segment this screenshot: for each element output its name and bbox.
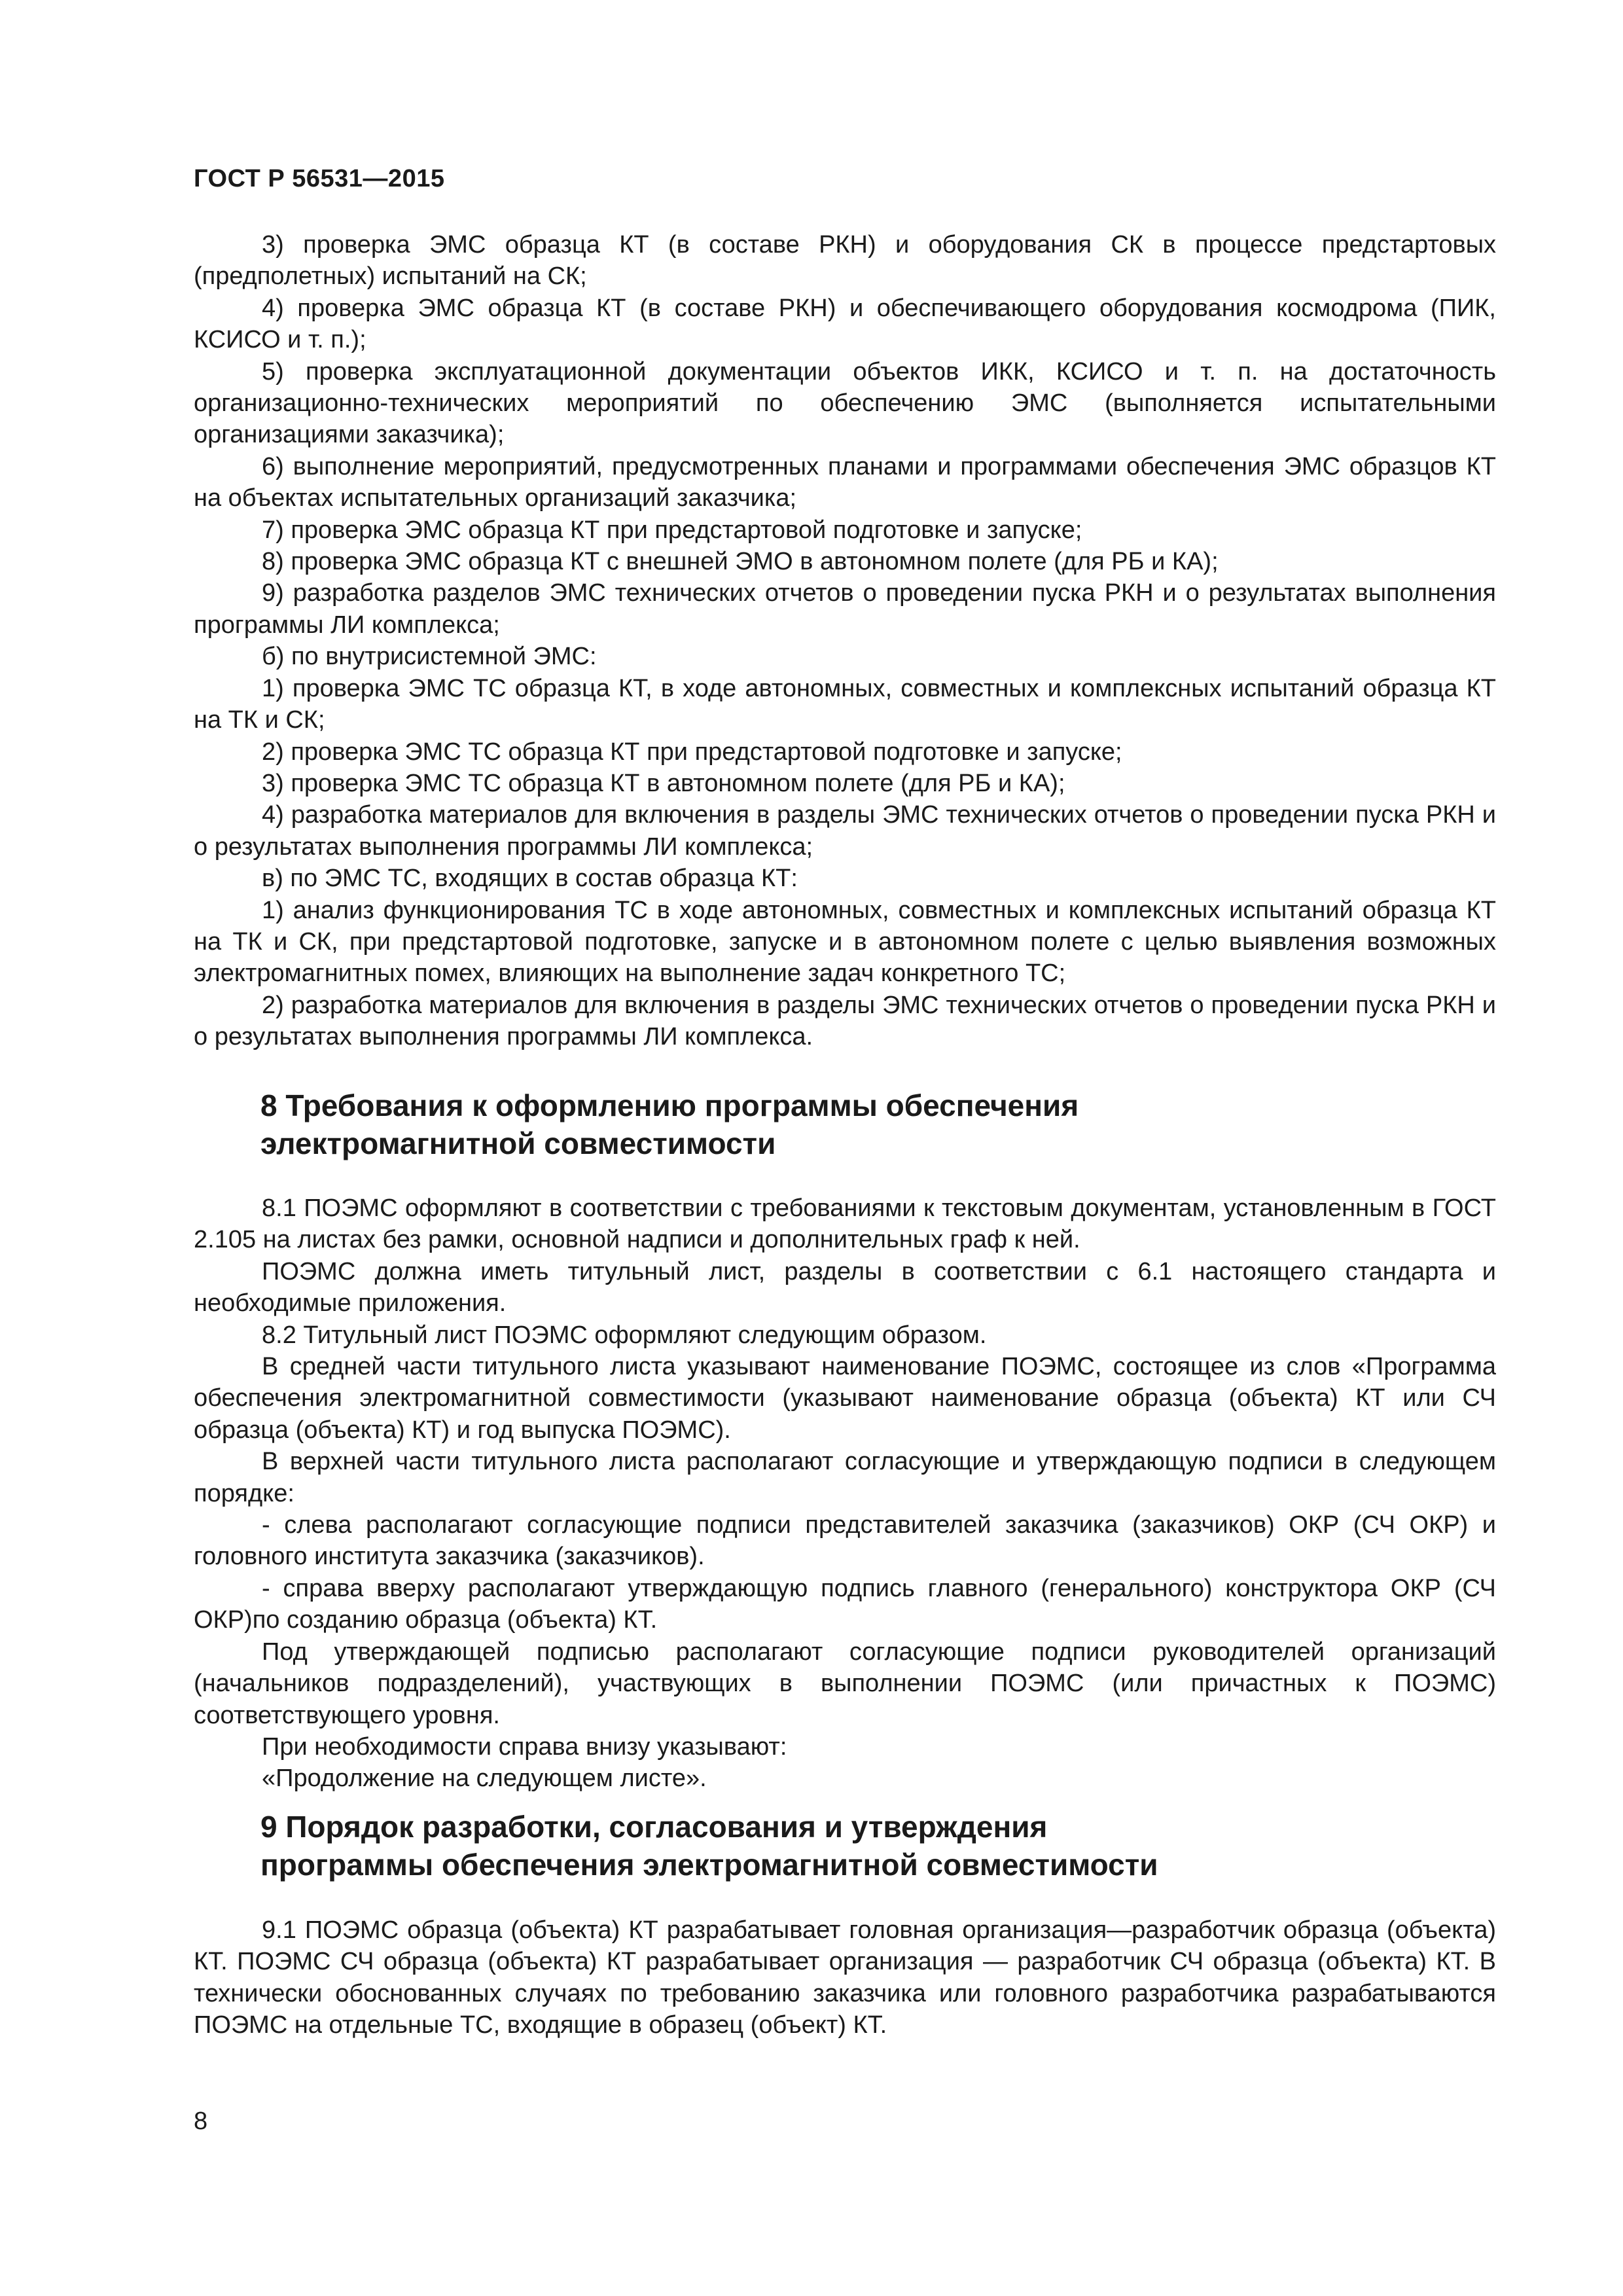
list-item: 1) анализ функционирования ТС в ходе автономных, совместных и комплексных испытаний образца КТ на ТК и СК, при предстартовой подготовке, запуске и в автономном полете с целью выявления возможных электромагнитных помех, влияющих на выполнение задач конкретного ТС; bbox=[194, 896, 1496, 988]
list-item: 7) проверка ЭМС образца КТ при предстартовой подготовке и запуске; bbox=[262, 516, 1082, 544]
list-item: 5) проверка эксплуатационной документации объектов ИКК, КСИСО и т. п. на достаточность организационно-технических мероприятий по обеспечению ЭМС (выполняется испытательными организациями заказчика); bbox=[194, 357, 1496, 449]
paragraph: 9.1 ПОЭМС образца (объекта) КТ разрабатывает головная организация—разработчик образца (объекта) КТ. ПОЭМС СЧ образца (объекта) КТ разрабатывает организация — разработчик СЧ образца (объекта) КТ. В технически обоснованных случаях по требованию заказчика или головного разработчика разрабатываются ПОЭМС на отдельные ТС, входящие в образец (объект) КТ. bbox=[194, 1916, 1496, 2039]
paragraph: В верхней части титульного листа располагают согласующие и утверждающую подписи в следующем порядке: bbox=[194, 1448, 1496, 1507]
list-item: в) по ЭМС ТС, входящих в состав образца КТ: bbox=[262, 865, 798, 893]
paragraph: Под утверждающей подписью располагают согласующие подписи руководителей организаций (начальников подразделений), участвующих в выполнении ПОЭМС (или причастных к ПОЭМС) соответствующего уровня. bbox=[194, 1638, 1496, 1729]
list-item: 9) разработка разделов ЭМС технических отчетов о проведении пуска РКН и о результатах выполнения программы ЛИ комплекса; bbox=[194, 579, 1496, 639]
list-item: 4) проверка ЭМС образца КТ (в составе РКН) и обеспечивающего оборудования космодрома (ПИК, КСИСО и т. п.); bbox=[194, 294, 1496, 354]
page-number: 8 bbox=[194, 2108, 208, 2135]
document-header: ГОСТ Р 56531—2015 bbox=[194, 165, 445, 192]
list-item: 6) выполнение мероприятий, предусмотренных планами и программами обеспечения ЭМС образцов КТ на объектах испытательных организаций заказчика; bbox=[194, 452, 1496, 512]
section-8-heading bbox=[260, 1086, 1438, 1162]
list-item: 3) проверка ЭМС ТС образца КТ в автономном полете (для РБ и КА); bbox=[262, 769, 1065, 797]
section-9-title-line-2: программы обеспечения электромагнитной совместимости bbox=[260, 1848, 1158, 1882]
list-item: 1) проверка ЭМС ТС образца КТ, в ходе автономных, совместных и комплексных испытаний образца КТ на ТК и СК; bbox=[194, 674, 1496, 734]
paragraph: При необходимости справа внизу указывают: bbox=[262, 1732, 787, 1761]
section-8-title-line-2: электромагнитной совместимости bbox=[260, 1126, 776, 1160]
paragraph: - слева располагают согласующие подписи представителей заказчика (заказчиков) ОКР (СЧ ОКР) и головного института заказчика (заказчиков). bbox=[194, 1511, 1496, 1571]
section-8-title-line-1: 8 Требования к оформлению программы обеспечения bbox=[260, 1088, 1079, 1122]
paragraph: «Продолжение на следующем листе». bbox=[262, 1765, 707, 1793]
paragraph: - справа вверху располагают утверждающую подпись главного (генерального) конструктора ОКР (СЧ ОКР)по созданию образца (объекта) КТ. bbox=[194, 1574, 1496, 1634]
list-item: б) по внутрисистемной ЭМС: bbox=[262, 643, 597, 671]
paragraph: В средней части титульного листа указывают наименование ПОЭМС, состоящее из слов «Программа обеспечения электромагнитной совместимости (указывают наименование образца (объекта) КТ или СЧ образца (объекта) КТ) и год выпуска ПОЭМС). bbox=[194, 1353, 1496, 1444]
list-item: 8) проверка ЭМС образца КТ с внешней ЭМО в автономном полете (для РБ и КА); bbox=[262, 548, 1219, 576]
paragraph: 8.1 ПОЭМС оформляют в соответствии с требованиями к текстовым документам, установленным в ГОСТ 2.105 на листах без рамки, основной надписи и дополнительных граф к ней. bbox=[194, 1194, 1496, 1254]
list-item: 2) проверка ЭМС ТС образца КТ при предстартовой подготовке и запуске; bbox=[262, 738, 1122, 766]
paragraph: 8.2 Титульный лист ПОЭМС оформляют следующим образом. bbox=[262, 1321, 987, 1349]
section-8-body bbox=[194, 1193, 1496, 1795]
list-item: 2) разработка материалов для включения в разделы ЭМС технических отчетов о проведении пуска РКН и о результатах выполнения программы ЛИ комплекса. bbox=[194, 991, 1496, 1051]
section-9-title-line-1: 9 Порядок разработки, согласования и утверждения bbox=[260, 1810, 1048, 1844]
list-item: 3) проверка ЭМС образца КТ (в составе РКН) и оборудования СК в процессе предстартовых (предполетных) испытаний на СК; bbox=[194, 231, 1496, 291]
list-block-pre-section-8 bbox=[194, 229, 1496, 1053]
paragraph: ПОЭМС должна иметь титульный лист, разделы в соответствии с 6.1 настоящего стандарта и необходимые приложения. bbox=[194, 1257, 1496, 1318]
list-item: 4) разработка материалов для включения в разделы ЭМС технических отчетов о проведении пуска РКН и о результатах выполнения программы ЛИ комплекса; bbox=[194, 801, 1496, 861]
section-9-heading bbox=[260, 1808, 1438, 1884]
section-9-body bbox=[194, 1914, 1496, 2041]
